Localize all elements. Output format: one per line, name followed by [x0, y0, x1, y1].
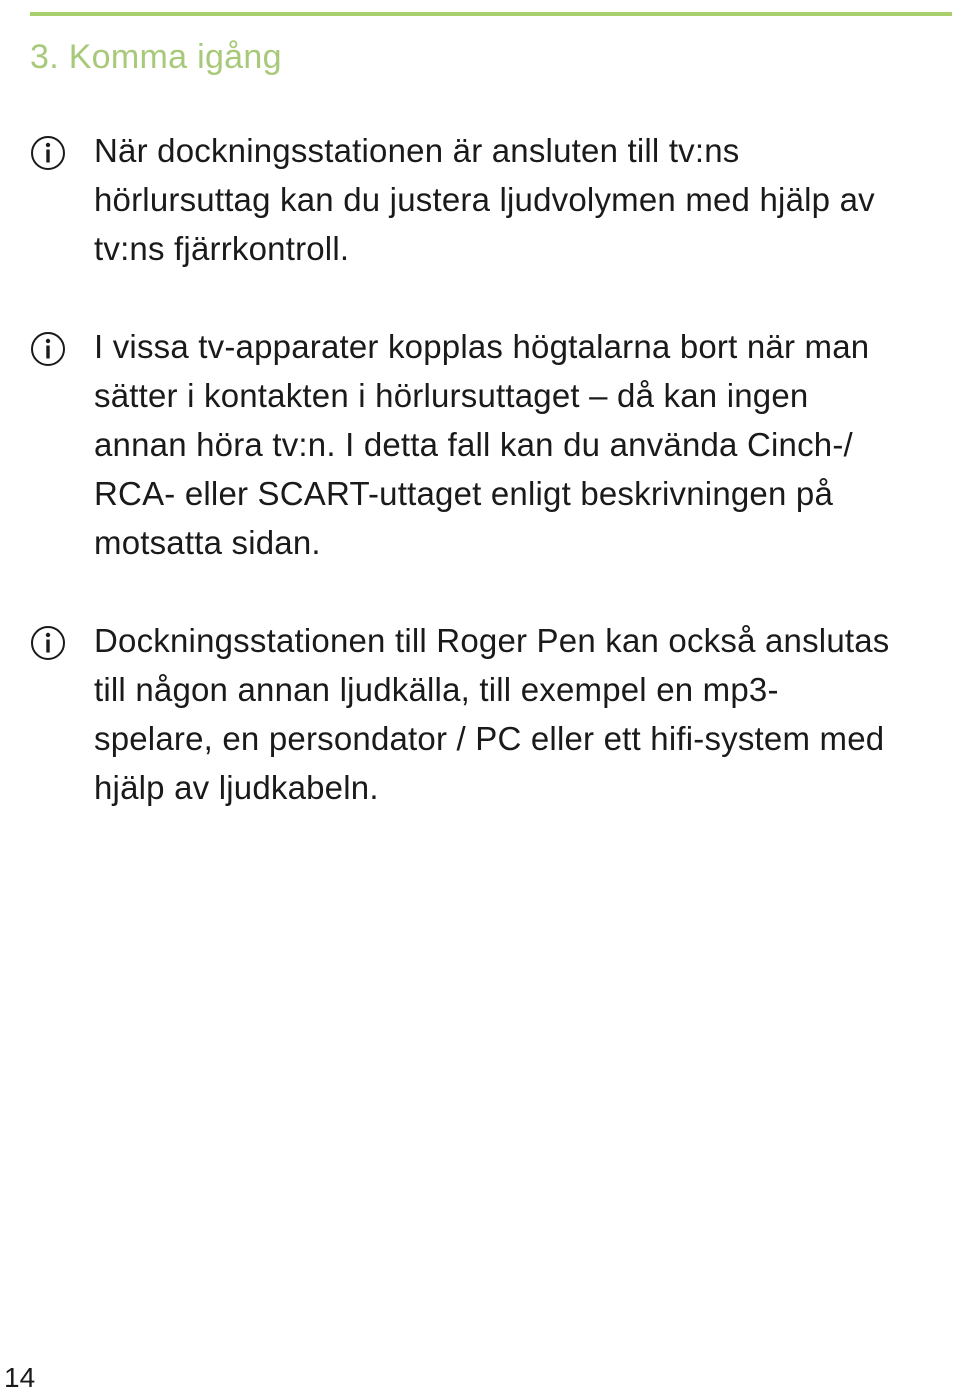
note-line: hörlursuttag kan du justera ljudvolymen med hjälp av — [94, 181, 875, 218]
note-line: till någon annan ljudkälla, till exempel en mp3- — [94, 671, 779, 708]
note-line: I vissa tv-apparater kopplas högtalarna bort när man — [94, 328, 870, 365]
note-line: RCA- eller SCART-uttaget enligt beskrivningen på — [94, 475, 834, 512]
page-number: 14 — [4, 1362, 36, 1393]
note-line: hjälp av ljudkabeln. — [94, 769, 379, 806]
info-icon — [30, 135, 66, 171]
info-icon — [30, 625, 66, 661]
section-title: 3. Komma igång — [30, 38, 282, 76]
info-note-audio-source — [30, 616, 950, 816]
note-line: spelare, en persondator / PC eller ett hifi-system med — [94, 720, 885, 757]
note-line: sätter i kontakten i hörlursuttaget – då kan ingen — [94, 377, 809, 414]
info-icon — [30, 331, 66, 367]
note-text — [94, 616, 954, 812]
note-line: Dockningsstationen till Roger Pen kan också anslutas — [94, 622, 890, 659]
note-text — [94, 322, 954, 567]
header-rule — [30, 12, 952, 16]
note-text — [94, 126, 954, 273]
note-line: När dockningsstationen är ansluten till tv:ns — [94, 132, 740, 169]
note-line: tv:ns fjärrkontroll. — [94, 230, 350, 267]
note-line: annan höra tv:n. I detta fall kan du använda Cinch-/ — [94, 426, 853, 463]
info-note-tv-volume — [30, 126, 950, 286]
note-line: motsatta sidan. — [94, 524, 321, 561]
info-note-speakers — [30, 322, 950, 572]
